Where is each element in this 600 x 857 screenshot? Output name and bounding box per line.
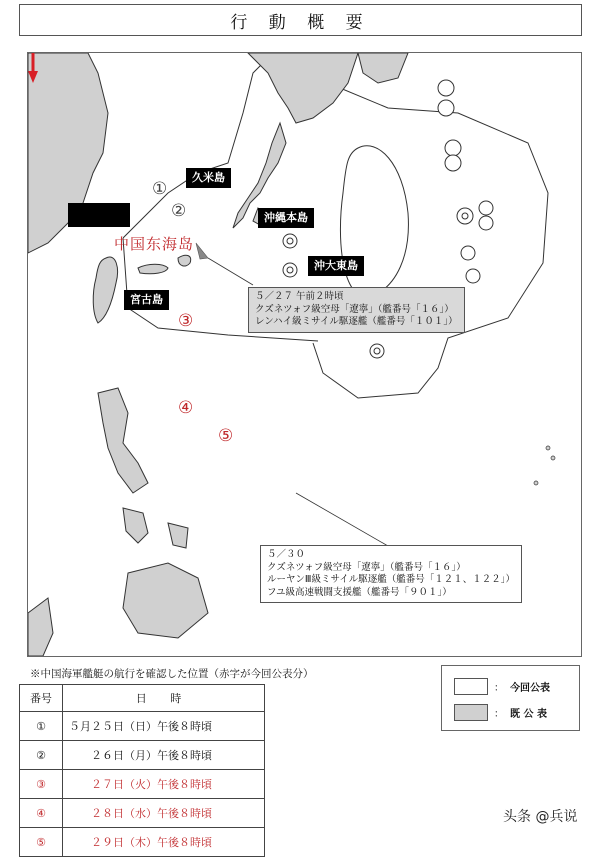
visayas-island-2 <box>168 523 188 548</box>
red-down-arrow-icon <box>28 53 38 83</box>
callout-may30-line3: ルーヤンⅢ級ミサイル駆逐艦（艦番号「１２１、１２２」） <box>267 574 516 585</box>
row-num: ① <box>20 712 63 741</box>
row-num: ⑤ <box>20 828 63 857</box>
row-num: ④ <box>20 799 63 828</box>
callout-may27-line2: クズネツォフ級空母「遼寧」（艦番号「１６」） <box>255 303 454 315</box>
island-ring-12 <box>466 269 480 283</box>
table-header-row <box>20 685 265 712</box>
row-date: ２７日（火）午後８時頃 <box>63 770 265 799</box>
visayas-island-1 <box>123 508 148 543</box>
callout-may30 <box>260 545 522 603</box>
island-ring-7 <box>445 140 461 156</box>
label-kume: 久米島 <box>186 168 231 188</box>
callout-1-leader <box>208 258 253 285</box>
header-num: 番号 <box>20 685 63 712</box>
callout-may27 <box>248 287 465 333</box>
borneo-coast <box>28 598 53 656</box>
callout-2-leader <box>296 493 388 546</box>
callout-may27-line1: ５／２７ 午前２時頃 <box>255 291 344 302</box>
island-ring-8 <box>445 155 461 171</box>
callout-may30-line1: ５／３０ <box>267 549 306 560</box>
watermark-text: 头条 @兵说 <box>503 809 578 825</box>
legend-box <box>441 665 580 731</box>
island-ring-1-inner <box>287 238 293 244</box>
page-title: 行 動 概 要 <box>19 4 582 36</box>
position-4-marker: ④ <box>178 398 194 418</box>
position-3-marker: ③ <box>178 311 194 331</box>
row-date: ５月２５日（日）午後８時頃 <box>63 712 265 741</box>
small-island-3 <box>534 481 538 485</box>
island-ring-2-inner <box>287 267 293 273</box>
legend-label-previous: 既 公 表 <box>510 709 547 720</box>
island-ring-4-inner <box>374 348 380 354</box>
legend-colon: ： <box>494 709 504 720</box>
table-row <box>20 741 265 770</box>
row-date: ２９日（木）午後８時頃 <box>63 828 265 857</box>
miyako-islands <box>138 264 168 274</box>
legend-swatch-previous <box>454 704 488 721</box>
position-1-marker: ① <box>152 179 168 199</box>
island-ring-6 <box>438 100 454 116</box>
island-ring-5 <box>438 80 454 96</box>
label-okinawa: 沖縄本島 <box>258 208 314 228</box>
position-5-marker: ⑤ <box>218 426 234 446</box>
row-date: ２６日（月）午後８時頃 <box>63 741 265 770</box>
table-row <box>20 770 265 799</box>
label-okidaito: 沖大東島 <box>308 256 364 276</box>
table-row <box>20 712 265 741</box>
map-area <box>27 52 582 657</box>
island-ring-10 <box>479 216 493 230</box>
sea-name-label: 中国东海岛 <box>114 235 195 253</box>
table-row <box>20 828 265 857</box>
map-note: ※中国海軍艦艇の航行を確認した位置（赤字が今回公表分） <box>30 668 314 680</box>
small-island-1 <box>546 446 550 450</box>
row-num: ② <box>20 741 63 770</box>
luzon-island <box>98 388 148 493</box>
label-miyako: 宮古島 <box>124 290 169 310</box>
island-ring-9 <box>479 201 493 215</box>
table-row <box>20 799 265 828</box>
row-num: ③ <box>20 770 63 799</box>
taiwan-island <box>93 257 117 323</box>
callout-may30-line2: クズネツォフ級空母「遼寧」（艦番号「１６」） <box>267 561 466 573</box>
mindanao-island <box>123 563 208 638</box>
yaeyama-islands <box>178 255 191 266</box>
island-ring-3-inner <box>462 213 468 219</box>
kyushu-island <box>248 53 358 123</box>
legend-colon: ： <box>494 683 504 694</box>
callout-may30-line4: フユ級高速戦闘支援艦（艦番号「９０１」） <box>267 586 452 598</box>
dates-table <box>19 684 265 857</box>
small-island-2 <box>551 456 555 460</box>
gray-arrow-icon <box>196 243 208 259</box>
legend-swatch-current <box>454 678 488 695</box>
redacted-label <box>68 203 130 227</box>
shikoku-island <box>358 53 408 83</box>
row-date: ２８日（水）午後８時頃 <box>63 799 265 828</box>
header-date: 日 時 <box>63 685 265 712</box>
legend-label-current: 今回公表 <box>510 683 550 694</box>
island-ring-11 <box>461 246 475 260</box>
callout-may27-line3: レンハイ級ミサイル駆逐艦（艦番号「１０１」） <box>255 316 458 327</box>
position-2-marker: ② <box>171 201 187 221</box>
